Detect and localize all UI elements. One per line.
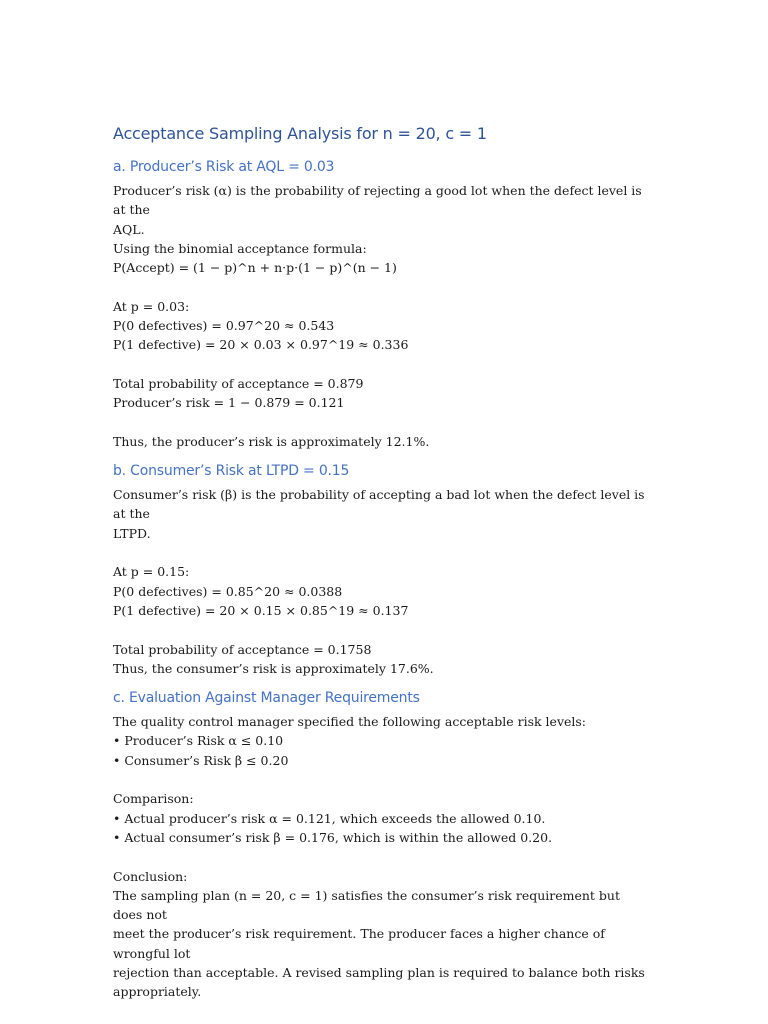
section-a bbox=[113, 157, 653, 451]
body-text-line: Producer’s risk = 1 − 0.879 = 0.121 bbox=[113, 395, 345, 411]
body-text-line: Conclusion: bbox=[113, 868, 188, 884]
body-text-line: Comparison: bbox=[113, 791, 194, 807]
blank-line bbox=[113, 355, 653, 374]
body-text-line: P(1 defective) = 20 × 0.15 × 0.85^19 ≈ 0.137 bbox=[113, 602, 409, 618]
body-text-line: The sampling plan (n = 20, c = 1) satisfies the consumer’s risk requirement but does not bbox=[113, 887, 624, 923]
section-heading: c. Evaluation Against Manager Requirements bbox=[113, 690, 420, 707]
blank-line bbox=[113, 543, 653, 562]
body-text-line: LTPD. bbox=[113, 525, 151, 541]
body-text-line: meet the producer’s risk requirement. The producer faces a higher chance of wrongful lot bbox=[113, 926, 609, 961]
document-title: Acceptance Sampling Analysis for n = 20, c = 1 bbox=[113, 124, 487, 143]
blank-line bbox=[113, 413, 653, 432]
blank-line bbox=[113, 620, 653, 639]
body-text-line: Producer’s risk (α) is the probability of rejecting a good lot when the defect level is at the bbox=[113, 183, 646, 218]
body-text-line: At p = 0.15: bbox=[113, 564, 190, 580]
section-heading: b. Consumer’s Risk at LTPD = 0.15 bbox=[113, 463, 350, 480]
body-text-line: P(Accept) = (1 − p)^n + n·p·(1 − p)^(n − 1) bbox=[113, 260, 397, 276]
body-text-line: appropriately. bbox=[113, 984, 202, 1000]
blank-line bbox=[113, 277, 653, 296]
body-text-line: • Producer’s Risk α ≤ 0.10 bbox=[113, 733, 284, 749]
body-text-line: The quality control manager specified the following acceptable risk levels: bbox=[113, 714, 587, 730]
body-text-line: P(0 defectives) = 0.85^20 ≈ 0.0388 bbox=[113, 583, 343, 599]
body-text-line: P(1 defective) = 20 × 0.03 × 0.97^19 ≈ 0.336 bbox=[113, 337, 409, 353]
body-text-line: Total probability of acceptance = 0.879 bbox=[113, 375, 364, 391]
blank-line bbox=[113, 770, 653, 789]
body-text-line: rejection than acceptable. A revised sampling plan is required to balance both risks bbox=[113, 964, 645, 980]
body-text-line: AQL. bbox=[113, 221, 145, 237]
body-text-line: P(0 defectives) = 0.97^20 ≈ 0.543 bbox=[113, 318, 335, 334]
body-text-line: Thus, the consumer’s risk is approximately 17.6%. bbox=[113, 660, 434, 676]
section-c bbox=[113, 688, 653, 1001]
body-text-line: • Actual producer’s risk α = 0.121, which exceeds the allowed 0.10. bbox=[113, 810, 546, 826]
body-text-line: Using the binomial acceptance formula: bbox=[113, 240, 367, 256]
section-b bbox=[113, 461, 653, 678]
sections-container bbox=[113, 157, 653, 1002]
blank-line bbox=[113, 847, 653, 866]
body-text-line: • Actual consumer’s risk β = 0.176, which is within the allowed 0.20. bbox=[113, 829, 553, 845]
body-text-line: • Consumer’s Risk β ≤ 0.20 bbox=[113, 752, 289, 768]
body-text-line: Consumer’s risk (β) is the probability of accepting a bad lot when the defect level is at the bbox=[113, 487, 649, 522]
body-text-line: Total probability of acceptance = 0.1758 bbox=[113, 641, 372, 657]
section-heading: a. Producer’s Risk at AQL = 0.03 bbox=[113, 159, 335, 175]
body-text-line: Thus, the producer’s risk is approximately 12.1%. bbox=[113, 433, 430, 449]
body-text-line: At p = 0.03: bbox=[113, 298, 190, 314]
document-body bbox=[113, 124, 653, 1012]
